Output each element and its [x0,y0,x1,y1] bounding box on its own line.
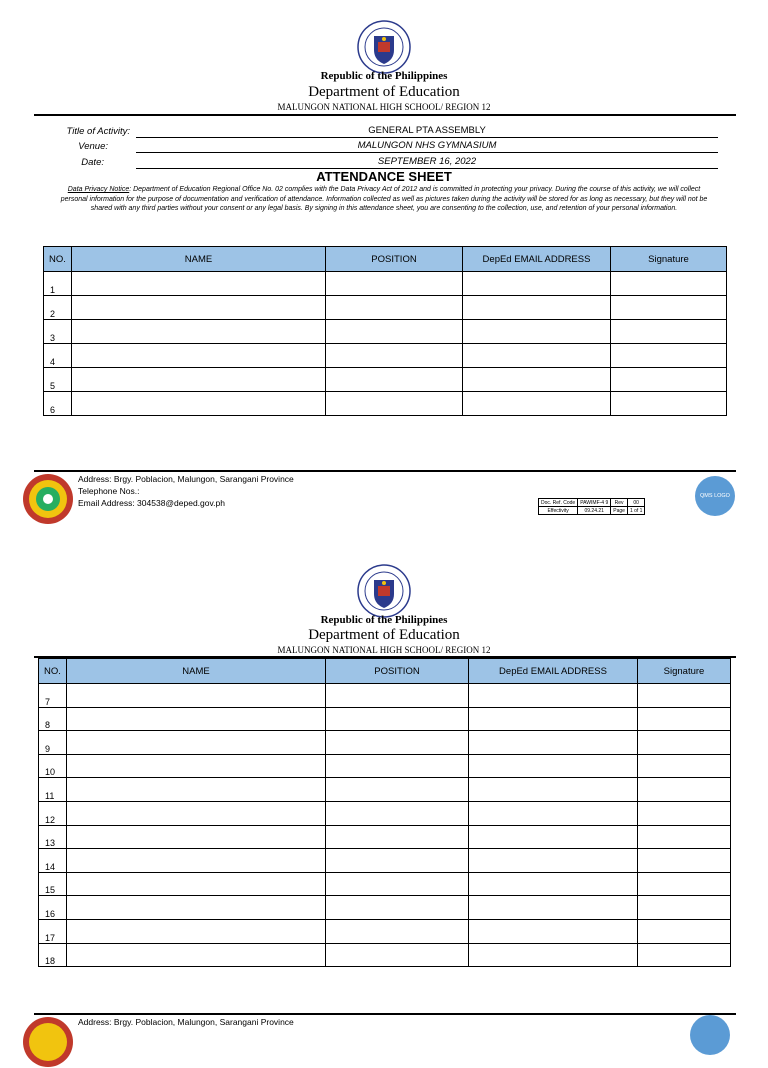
email-cell[interactable] [469,825,638,849]
row-number: 13 [39,825,67,849]
name-cell[interactable] [72,344,326,368]
effectivity-value: 09.24.21 [578,507,611,515]
email-cell[interactable] [469,801,638,825]
name-cell[interactable] [67,801,326,825]
position-cell[interactable] [326,731,469,755]
col-name: NAME [72,247,326,272]
table-row [39,849,731,873]
row-number: 12 [39,801,67,825]
signature-cell[interactable] [611,320,727,344]
deped-seal-icon [357,564,411,618]
rev-label: Rev [611,499,628,507]
attendance-table-page2 [38,658,731,967]
table-row [39,825,731,849]
table-row [39,731,731,755]
footer-address: Address: Brgy. Poblacion, Malungon, Sarangani Province [78,474,294,484]
position-cell[interactable] [326,392,463,416]
email-cell[interactable] [469,754,638,778]
position-cell[interactable] [326,754,469,778]
position-cell[interactable] [326,849,469,873]
row-number: 3 [44,320,72,344]
qms-logo: QMS LOGO [695,476,735,516]
venue-label: Venue: [78,141,108,152]
name-cell[interactable] [67,731,326,755]
position-cell[interactable] [326,919,469,943]
republic-heading: Republic of the Philippines [320,70,448,82]
email-cell[interactable] [463,368,611,392]
title-label: Title of Activity: [66,126,130,137]
col-name-p2: NAME [67,659,326,684]
email-cell[interactable] [463,320,611,344]
date-field[interactable]: SEPTEMBER 16, 2022 [136,156,718,169]
row-number: 1 [44,272,72,296]
signature-cell[interactable] [638,754,731,778]
footer-telephone: Telephone Nos.: [78,486,140,496]
position-cell[interactable] [326,801,469,825]
effectivity-label: Effectivity [539,507,578,515]
footer-email: Email Address: 304538@deped.gov.ph [78,498,225,508]
signature-cell[interactable] [638,919,731,943]
table-row [39,872,731,896]
email-cell[interactable] [463,392,611,416]
position-cell[interactable] [326,344,463,368]
name-cell[interactable] [67,919,326,943]
email-cell[interactable] [463,296,611,320]
email-cell[interactable] [463,272,611,296]
position-cell[interactable] [326,872,469,896]
row-number: 2 [44,296,72,320]
position-cell[interactable] [326,272,463,296]
name-cell[interactable] [67,943,326,967]
position-cell[interactable] [326,684,469,708]
signature-cell[interactable] [638,896,731,920]
name-cell[interactable] [67,707,326,731]
signature-cell[interactable] [638,801,731,825]
school-heading: MALUNGON NATIONAL HIGH SCHOOL/ REGION 12 [277,102,491,112]
position-cell[interactable] [326,320,463,344]
republic-heading-p2: Republic of the Philippines [320,614,448,626]
row-number: 15 [39,872,67,896]
email-cell[interactable] [469,943,638,967]
deped-seal-icon [357,20,411,74]
col-email-p2: DepEd EMAIL ADDRESS [469,659,638,684]
school-logo-icon [22,473,74,525]
table-row [39,943,731,967]
signature-cell[interactable] [638,872,731,896]
signature-cell[interactable] [638,707,731,731]
position-cell[interactable] [326,707,469,731]
table-row [44,344,727,368]
email-cell[interactable] [469,919,638,943]
signature-cell[interactable] [638,778,731,802]
email-cell[interactable] [469,849,638,873]
position-cell[interactable] [326,896,469,920]
name-cell[interactable] [67,896,326,920]
doc-ref-label: Doc. Ref. Code [539,499,578,507]
name-cell[interactable] [72,272,326,296]
col-position-p2: POSITION [326,659,469,684]
signature-cell[interactable] [611,344,727,368]
name-cell[interactable] [67,849,326,873]
table-row [39,754,731,778]
row-number: 4 [44,344,72,368]
signature-cell[interactable] [638,684,731,708]
signature-cell[interactable] [611,392,727,416]
name-cell[interactable] [72,368,326,392]
department-heading: Department of Education [308,84,460,100]
venue-field[interactable]: MALUNGON NHS GYMNASIUM [136,140,718,153]
table-row [44,368,727,392]
email-cell[interactable] [469,684,638,708]
attendance-table-page1 [43,246,727,416]
privacy-notice [55,185,713,214]
col-no: NO. [44,247,72,272]
row-number: 8 [39,707,67,731]
table-row [44,272,727,296]
name-cell[interactable] [67,872,326,896]
title-field[interactable]: GENERAL PTA ASSEMBLY [136,125,718,138]
footer-address-p2: Address: Brgy. Poblacion, Malungon, Sarangani Province [78,1017,294,1027]
col-position: POSITION [326,247,463,272]
header-divider [34,114,736,116]
doc-ref-value: PAWIMF-4 9 [578,499,611,507]
department-heading-p2: Department of Education [308,627,460,643]
position-cell[interactable] [326,778,469,802]
table-row [39,684,731,708]
email-cell[interactable] [469,731,638,755]
row-number: 16 [39,896,67,920]
table-row [44,296,727,320]
rev-value: 00 [627,499,645,507]
row-number: 9 [39,731,67,755]
col-signature-p2: Signature [638,659,731,684]
table-row [39,801,731,825]
position-cell[interactable] [326,943,469,967]
date-label: Date: [81,157,104,168]
signature-cell[interactable] [611,272,727,296]
row-number: 11 [39,778,67,802]
table-row [44,392,727,416]
doc-ref-table [538,498,645,515]
row-number: 6 [44,392,72,416]
signature-cell[interactable] [611,296,727,320]
privacy-text: : Department of Education Regional Office No. 02 complies with the Data Privacy Act of 2012 and is committed in protecting your privacy. During the course of this activity, we will collect personal information for the purpose of documentation and verification of attendance. Information collected as well as pictures taken during the activity will be stored for as long as necessary, but they will not be shared with any third parties without your consent or any legal basis. By signing in this attendance sheet, you are consenting to the collection, use, and retention of your personal information. [60,186,708,212]
page-label: Page [611,507,628,515]
school-heading-p2: MALUNGON NATIONAL HIGH SCHOOL/ REGION 12 [277,645,491,655]
position-cell[interactable] [326,368,463,392]
name-cell[interactable] [72,392,326,416]
signature-cell[interactable] [638,825,731,849]
name-cell[interactable] [67,778,326,802]
table-row [39,778,731,802]
row-number: 7 [39,684,67,708]
row-number: 14 [39,849,67,873]
page-value: 1 of 1 [627,507,645,515]
name-cell[interactable] [72,296,326,320]
position-cell[interactable] [326,296,463,320]
name-cell[interactable] [72,320,326,344]
signature-cell[interactable] [611,368,727,392]
row-number: 17 [39,919,67,943]
col-no-p2: NO. [39,659,67,684]
email-cell[interactable] [463,344,611,368]
table-row [44,320,727,344]
email-cell[interactable] [469,896,638,920]
privacy-heading: Data Privacy Notice [67,186,130,193]
table-row [39,896,731,920]
position-cell[interactable] [326,825,469,849]
name-cell[interactable] [67,754,326,778]
email-cell[interactable] [469,707,638,731]
footer-divider-p2 [34,1013,736,1015]
col-email: DepEd EMAIL ADDRESS [463,247,611,272]
email-cell[interactable] [469,872,638,896]
attendance-sheet-title: ATTENDANCE SHEET [316,169,452,184]
email-cell[interactable] [469,778,638,802]
table-row [39,707,731,731]
row-number: 5 [44,368,72,392]
name-cell[interactable] [67,684,326,708]
col-signature: Signature [611,247,727,272]
qms-logo-p2 [690,1015,730,1055]
signature-cell[interactable] [638,731,731,755]
signature-cell[interactable] [638,849,731,873]
row-number: 18 [39,943,67,967]
row-number: 10 [39,754,67,778]
name-cell[interactable] [67,825,326,849]
footer-divider [34,470,736,472]
signature-cell[interactable] [638,943,731,967]
table-row [39,919,731,943]
